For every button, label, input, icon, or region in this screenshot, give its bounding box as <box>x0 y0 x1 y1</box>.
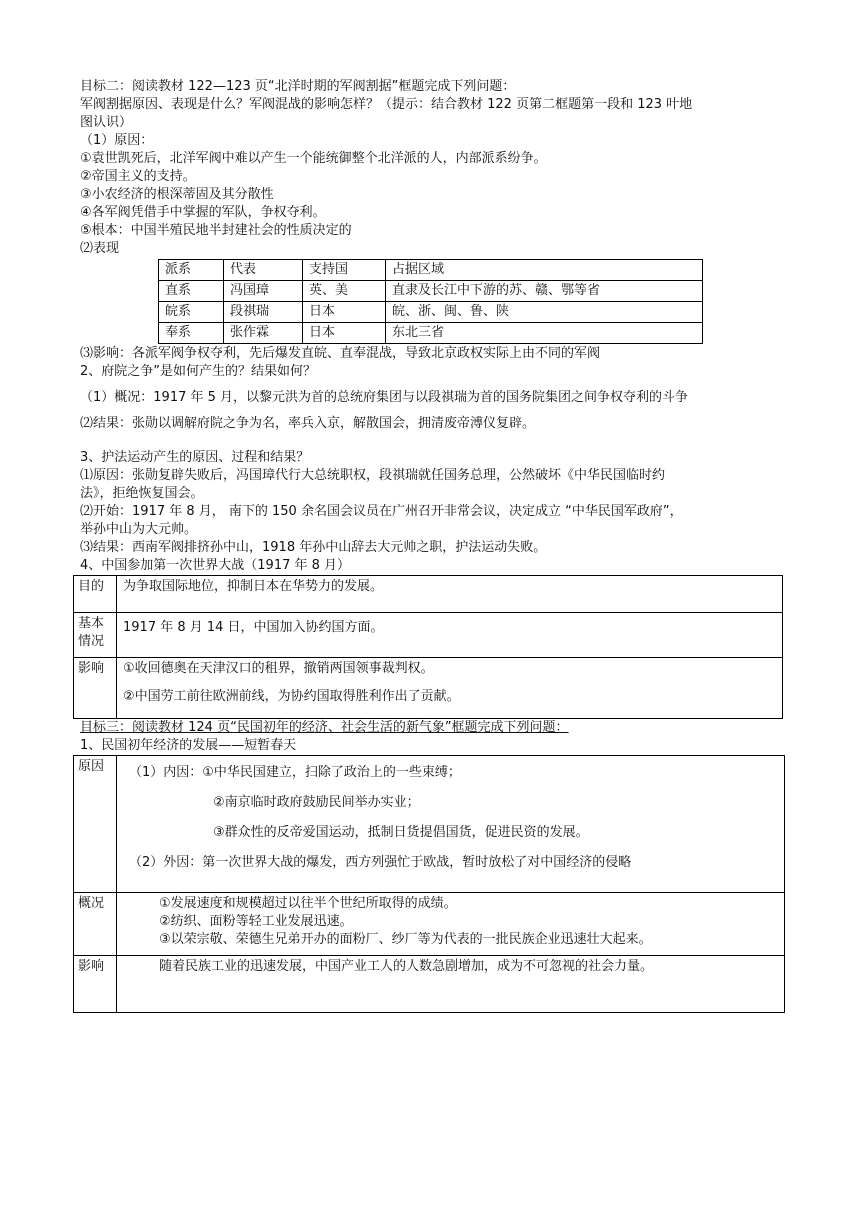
q3-start-cont: 举孙中山为大元帅。 <box>80 522 198 537</box>
table-row <box>159 302 703 323</box>
q4-title: 4、中国参加第一次世界大战（1917 年 8 月） <box>80 558 351 573</box>
table-header-row <box>159 260 703 281</box>
overview-item: ③以荣宗敬、荣德生兄弟开办的面粉厂、纱厂等为代表的一批民族企业迅速壮大起来。 <box>159 932 652 947</box>
table-label: 概况 <box>74 893 117 956</box>
manifest-title: ⑵表现 <box>80 241 120 256</box>
table-header-cell: 占据区域 <box>386 260 703 281</box>
q3-cause-cont: 法》，拒绝恢复国会。 <box>80 486 204 501</box>
overview-item: ①发展速度和规模超过以往半个世纪所取得的成绩。 <box>159 896 457 911</box>
q2-title: 2、府院之争”是如何产生的？结果如何？ <box>80 364 317 379</box>
table-header-cell: 代表 <box>224 260 303 281</box>
table-cell: 1917 年 8 月 14 日，中国加入协约国方面。 <box>117 613 783 658</box>
cause-item: ④各军阀凭借手中掌握的军队，争权夺利。 <box>80 205 326 220</box>
economy-table <box>73 755 785 1013</box>
table-cell <box>117 658 783 719</box>
impact-item: ①收回德奥在天津汉口的租界，撤销两国领事裁判权。 <box>123 661 434 676</box>
table-cell: 直系 <box>159 281 224 302</box>
cause-item: ②帝国主义的支持。 <box>80 169 196 184</box>
table-cell: 日本 <box>303 323 386 344</box>
table-cell: 冯国璋 <box>224 281 303 302</box>
table-row <box>74 576 783 613</box>
goal2-question-cont: 图认识） <box>80 115 133 130</box>
worksheet <box>80 78 790 1013</box>
table-cell: 直隶及长江中下游的苏、赣、鄂等省 <box>386 281 703 302</box>
cause-item: ③小农经济的根深蒂固及其分散性 <box>80 187 274 202</box>
impact-text: ⑶影响：各派军阀争权夺利，先后爆发直皖、直奉混战，导致北京政权实际上由不同的军阀 <box>80 346 601 361</box>
q3-cause: ⑴原因：张勋复辟失败后，冯国璋代行大总统职权，段祺瑞就任国务总理，公然破坏《中华民国临时约 <box>80 468 666 483</box>
overview-item: ②纺织、面粉等轻工业发展迅速。 <box>159 914 353 929</box>
external-cause: （2）外因：第一次世界大战的爆发，西方列强忙于欧战，暂时放松了对中国经济的侵略 <box>129 855 632 870</box>
table-cell <box>117 756 785 893</box>
table-cell: 张作霖 <box>224 323 303 344</box>
table-label: 影响 <box>74 956 117 1013</box>
q3-start: ⑵开始：1917 年 8 月， 南下的 150 余名国会议员在广州召开非常会议，决定成立 “中华民国军政府”， <box>80 504 683 519</box>
table-label: 影响 <box>74 658 117 719</box>
table-row <box>159 323 703 344</box>
q3-title: 3、护法运动产生的原因、过程和结果？ <box>80 450 310 465</box>
cause-item: ①袁世凯死后，北洋军阀中难以产生一个能统御整个北洋派的人，内部派系纷争。 <box>80 151 547 166</box>
table-label: 原因 <box>74 756 117 893</box>
cause-item: ⑤根本：中国半殖民地半封建社会的性质决定的 <box>80 223 352 238</box>
table-header-cell: 派系 <box>159 260 224 281</box>
table-cell: 段祺瑞 <box>224 302 303 323</box>
internal-cause: ②南京临时政府鼓励民间举办实业； <box>213 795 420 810</box>
internal-cause: （1）内因：①中华民国建立，扫除了政治上的一些束缚； <box>129 765 461 780</box>
goal2-heading: 目标二：阅读教材 122—123 页“北洋时期的军阀割据”框题完成下列问题： <box>80 79 516 94</box>
table-header-cell: 支持国 <box>303 260 386 281</box>
table-cell: 随着民族工业的迅速发展，中国产业工人的人数急剧增加，成为不可忽视的社会力量。 <box>117 956 785 1013</box>
impact-item: ②中国劳工前往欧洲前线，为协约国取得胜利作出了贡献。 <box>123 689 460 704</box>
table-cell: 皖系 <box>159 302 224 323</box>
table-cell: 为争取国际地位，抑制日本在华势力的发展。 <box>117 576 783 613</box>
table-row <box>159 281 703 302</box>
q2-overview: （1）概况：1917 年 5 月，以黎元洪为首的总统府集团与以段祺瑞为首的国务院集团之间争权夺利的斗争 <box>80 390 689 405</box>
wwi-table <box>73 575 783 719</box>
internal-cause: ③群众性的反帝爱国运动，抵制日货提倡国货，促进民资的发展。 <box>213 825 589 840</box>
table-row <box>74 613 783 658</box>
table-cell: 皖、浙、闽、鲁、陕 <box>386 302 703 323</box>
q3-result: ⑶结果：西南军阀排挤孙中山，1918 年孙中山辞去大元帅之职，护法运动失败。 <box>80 540 547 555</box>
goal3-q1-title: 1、民国初年经济的发展——短暂春天 <box>80 738 297 753</box>
goal3-heading: 目标三：阅读教材 124 页“民国初年的经济、社会生活的新气象”框题完成下列问题： <box>80 720 569 735</box>
table-row <box>74 756 785 893</box>
table-cell: 奉系 <box>159 323 224 344</box>
table-cell: 日本 <box>303 302 386 323</box>
factions-table <box>158 259 703 344</box>
q2-result: ⑵结果：张勋以调解府院之争为名，率兵入京，解散国会，拥清废帝溥仪复辟。 <box>80 416 536 431</box>
table-label: 目的 <box>74 576 117 613</box>
table-label: 基本情况 <box>74 613 117 658</box>
table-cell: 东北三省 <box>386 323 703 344</box>
cause-title: （1）原因： <box>80 133 154 148</box>
goal2-question: 军阀割据原因、表现是什么？军阀混战的影响怎样？（提示：结合教材 122 页第二框题第一段和 123 叶地 <box>80 97 693 112</box>
table-row <box>74 658 783 719</box>
table-cell: 英、美 <box>303 281 386 302</box>
table-row <box>74 956 785 1013</box>
table-cell <box>117 893 785 956</box>
table-row <box>74 893 785 956</box>
